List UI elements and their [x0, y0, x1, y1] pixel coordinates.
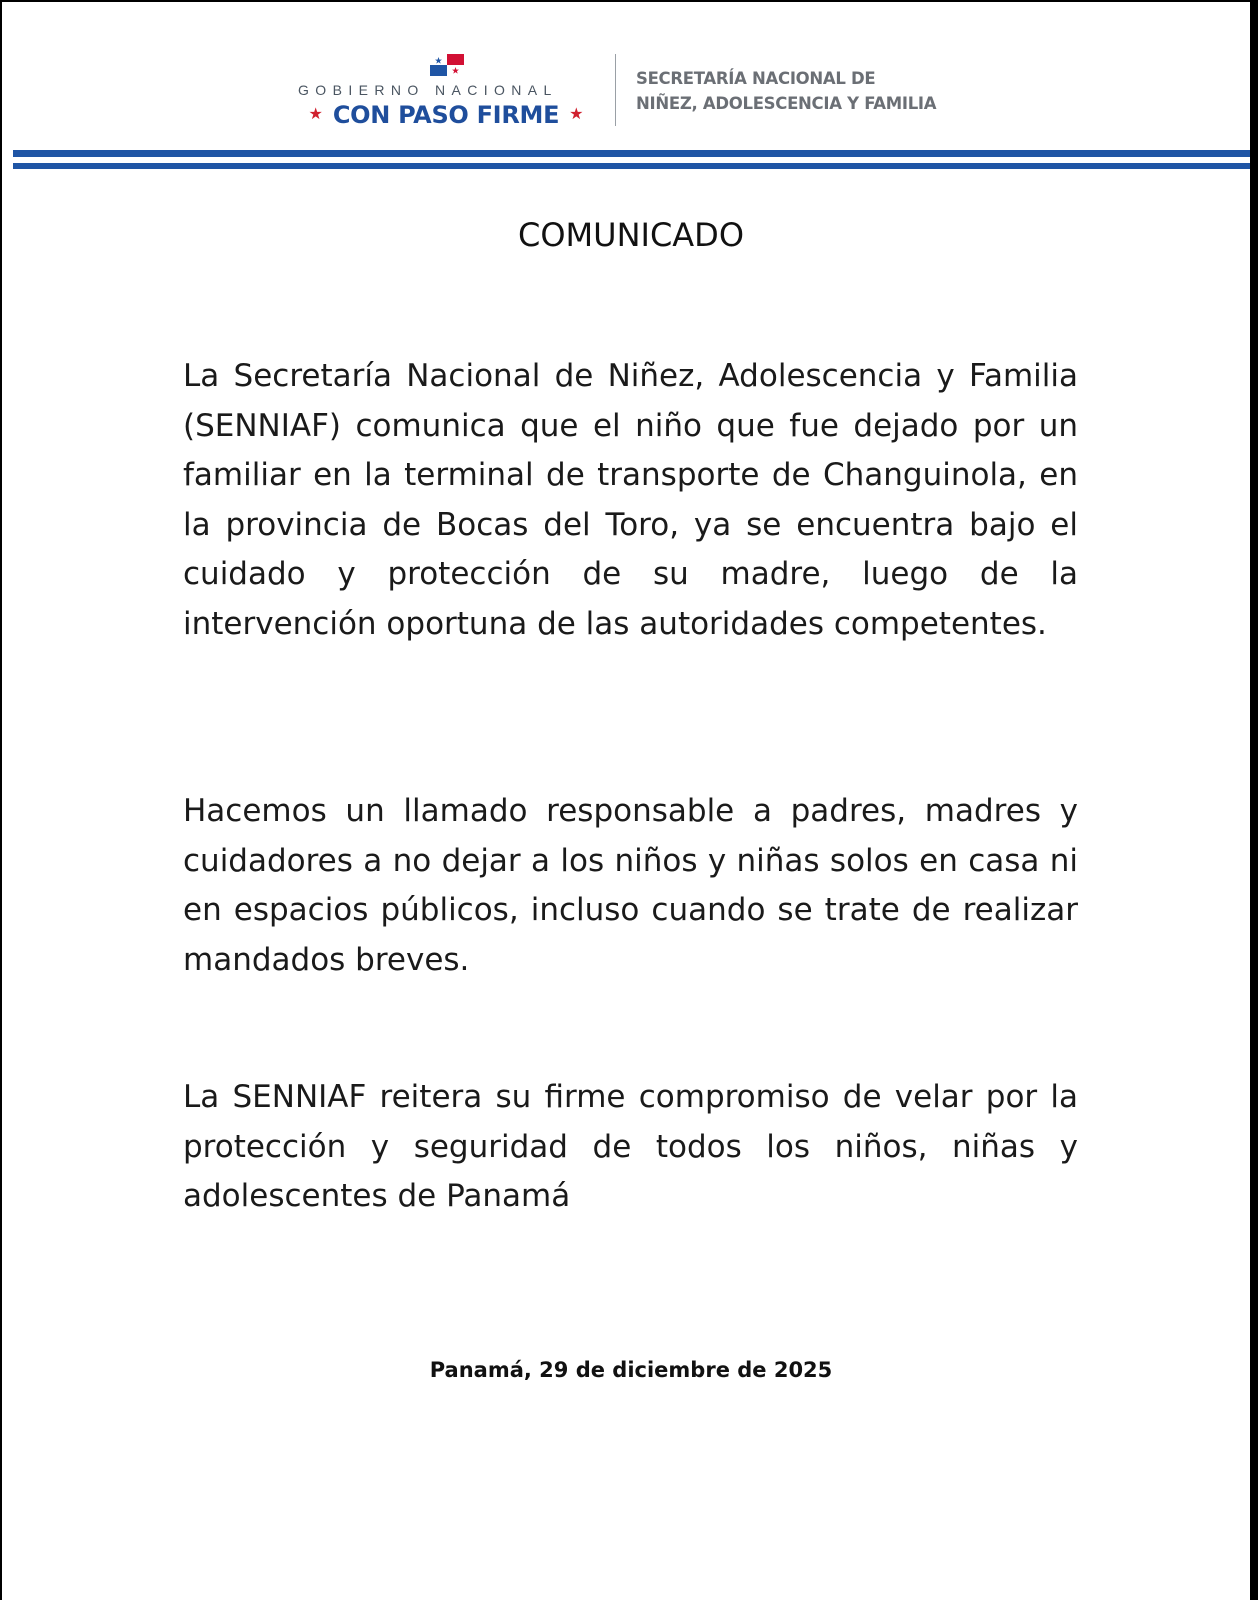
star-left-icon: ★ [308, 106, 323, 123]
institution-name-line2: NIÑEZ, ADOLESCENCIA Y FAMILIA [636, 94, 937, 113]
document-page [2, 2, 1250, 1600]
body-paragraph-3: La SENNIAF reitera su firme compromiso de velar por la protección y seguridad de todos los niños, niñas y adolescentes de Panamá [183, 1079, 1078, 1214]
institution-name [636, 66, 936, 116]
body-paragraph-2: Hacemos un llamado responsable a padres, madres y cuidadores a no dejar a los niños y niñas solos en casa ni en espacios públicos, incluso cuando se trate de realizar mandados breves. [183, 793, 1078, 978]
header-rule-top [13, 150, 1250, 157]
government-label: GOBIERNO NACIONAL [298, 82, 558, 98]
body-paragraph-1: La Secretaría Nacional de Niñez, Adolescencia y Familia (SENNIAF) comunica que el niño que fue dejado por un familiar en la terminal de transporte de Changuinola, en la provincia de Bocas del Toro, ya se encuentra bajo el cuidado y protección de su madre, luego de la intervención oportuna de las autoridades competentes. [183, 358, 1078, 642]
document-title: COMUNICADO [518, 216, 744, 254]
letterhead [2, 2, 1250, 152]
panama-flag-icon [430, 54, 464, 76]
header-divider [615, 54, 616, 126]
star-right-icon: ★ [569, 106, 584, 123]
header-rule-bottom [13, 163, 1250, 169]
date-place-line: Panamá, 29 de diciembre de 2025 [429, 1358, 833, 1382]
slogan-text: CON PASO FIRME [332, 101, 560, 129]
institution-name-line1: SECRETARÍA NACIONAL DE [636, 69, 876, 88]
government-slogan [296, 98, 596, 132]
